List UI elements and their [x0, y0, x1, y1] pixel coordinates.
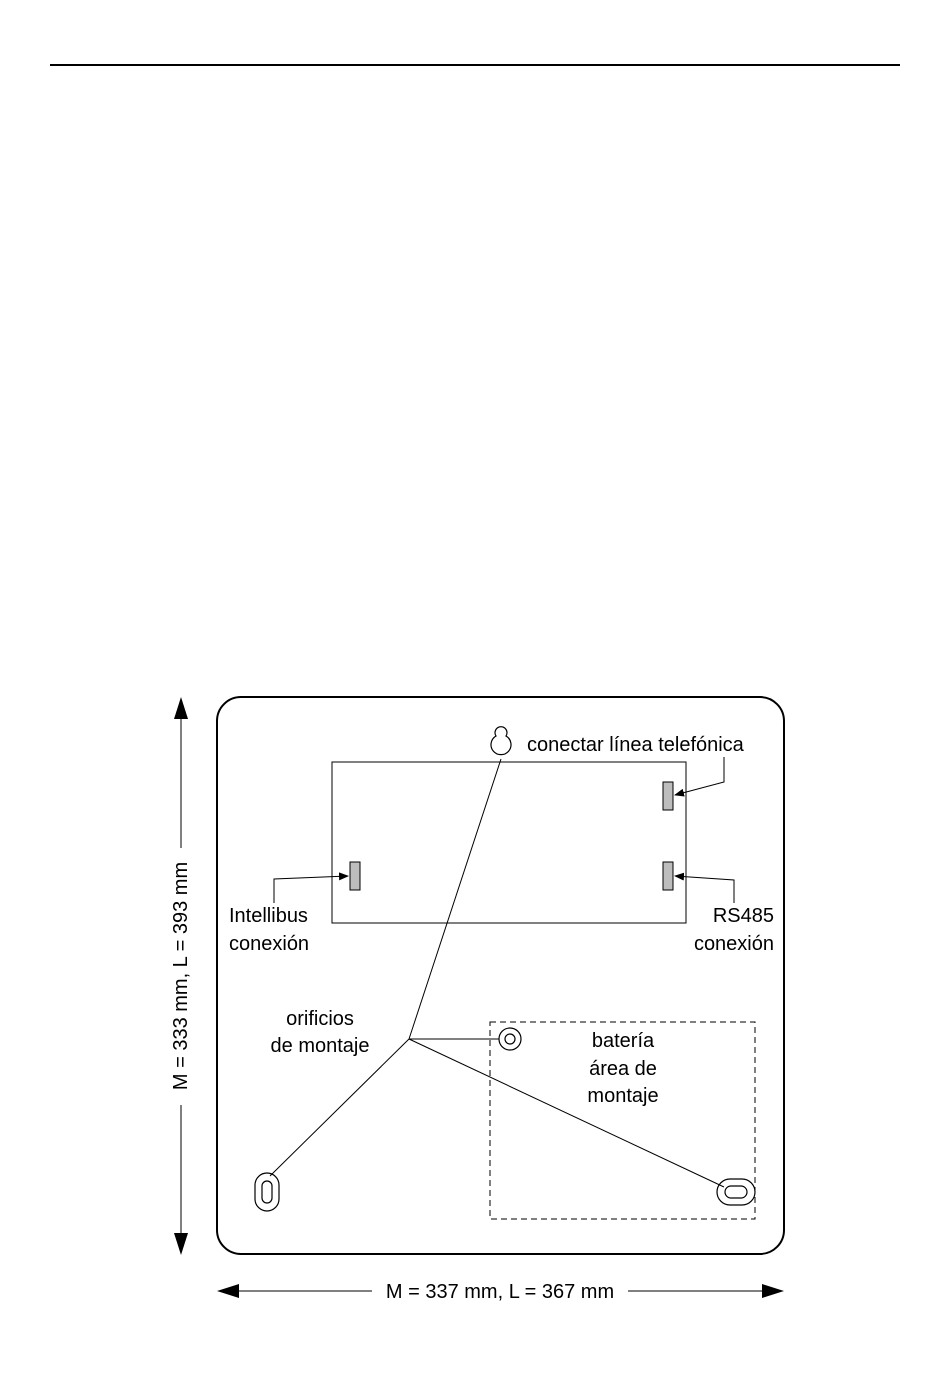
housing-outline [217, 697, 784, 1254]
label-battery-line1: batería [591, 1030, 655, 1052]
rs485-leader [675, 876, 734, 903]
slot-hole-left-inner [262, 1181, 272, 1203]
phone-line-leader [675, 757, 724, 795]
slot-hole-right-inner [725, 1186, 747, 1198]
label-rs485-line1: RS485 [712, 905, 774, 927]
intellibus-connector [350, 862, 360, 890]
label-mounting-line2: de montaje [270, 1035, 370, 1057]
label-battery-line2: área de [589, 1058, 657, 1080]
label-rs485-line2: conexión [693, 933, 774, 955]
rs485-connector [663, 862, 673, 890]
width-dimension [217, 1281, 784, 1303]
circuit-board [332, 762, 686, 923]
mounting-hole-leaders [270, 759, 724, 1187]
keyhole-mounting-hole [491, 727, 511, 755]
label-intellibus-line2: conexión [229, 933, 310, 955]
intellibus-leader [274, 876, 348, 903]
width-dimension-label: M = 337 mm, L = 367 mm [385, 1281, 615, 1303]
label-mounting-line1: orificios [286, 1008, 354, 1030]
height-dimension-label: M = 333 mm, L = 393 mm [170, 861, 192, 1091]
round-mounting-hole-inner [505, 1034, 515, 1044]
label-battery-line3: montaje [587, 1085, 659, 1107]
label-phone-line: conectar línea telefónica [527, 734, 744, 756]
label-intellibus-line1: Intellibus [229, 905, 308, 927]
phone-line-connector [663, 782, 673, 810]
height-dimension [170, 697, 192, 1255]
